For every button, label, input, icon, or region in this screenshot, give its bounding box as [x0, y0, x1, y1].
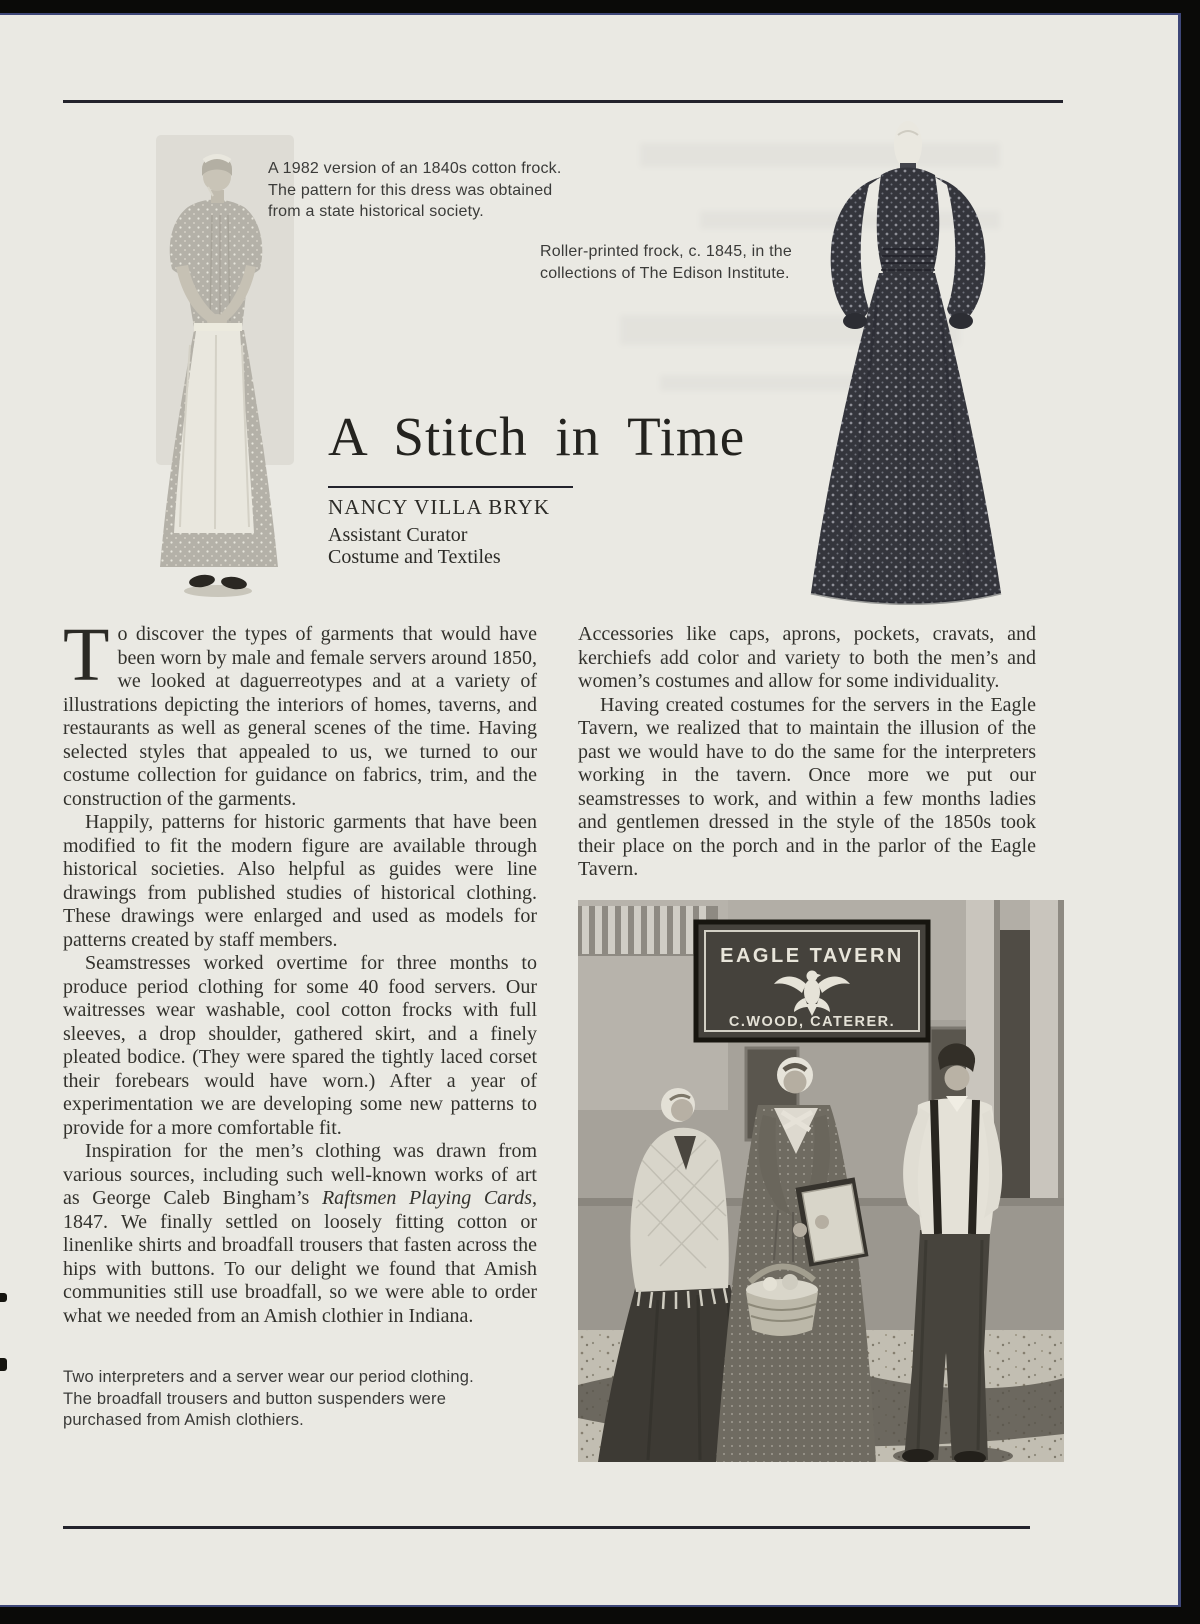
caption-tavern-photo: Two interpreters and a server wear our period clothing. The broadfall trousers and button suspenders were purchased from Amish clothiers.	[63, 1368, 474, 1429]
eagle-tavern-sign	[696, 922, 928, 1040]
photo-eagle-tavern	[578, 900, 1064, 1462]
magazine-page	[0, 13, 1181, 1607]
paragraph: Accessories like caps, aprons, pockets, cravats, and kerchiefs add color and variety to both the men’s and women’s costumes and allow for some individuality.	[578, 623, 1036, 692]
drop-cap: T	[63, 613, 110, 697]
sign-line1: EAGLE TAVERN	[720, 945, 904, 967]
scan-edge-artifact	[0, 1293, 7, 1302]
byline-rule	[328, 486, 573, 488]
mannequin-dress	[811, 121, 1001, 604]
paragraph: Happily, patterns for historic garments that have been modified to fit the modern figure are available through historical societies. Also helpful as guides were line drawings from published studies of historical clothing. These drawings were enlarged and used as models for patterns created by staff members.	[63, 811, 537, 951]
photo-roller-printed-frock	[795, 115, 1020, 610]
article-left-column	[63, 613, 537, 1328]
author-role-line1: Assistant Curator	[328, 524, 468, 546]
paragraph-text: o discover the types of garments that would have been worn by male and female servers around 1850, we looked at daguerreotypes and at a variety of illustrations depicting the interiors of homes, taverns, and restaurants as well as general scenes of the time. Having selected styles that appealed to us, we turned to our costume collection for guidance on fabrics, trim, and the construction of the garments.	[63, 623, 537, 810]
paragraph-text: Inspiration for the men’s clothing was drawn from various sources, including such well-known works of art as George Caleb Bingham’s	[63, 1140, 537, 1209]
paragraph-text: , 1847. We finally settled on loosely fitting cotton or linenlike shirts and broadfall trousers that fasten across the hips with buttons. To our delight we found that Amish communities still use broadfall, so we were able to order what we needed from an Amish clothier in Indiana.	[63, 1187, 537, 1327]
scan-edge-artifact	[0, 1358, 7, 1371]
page-title: A Stitch in Time	[328, 406, 746, 467]
caption-1982-frock: A 1982 version of an 1840s cotton frock. The pattern for this dress was obtained from a state historical society.	[268, 160, 562, 220]
paragraph: Having created costumes for the servers in the Eagle Tavern, we realized that to maintain the illusion of the past we would have to do the same for the interpreters working in the tavern. Once more we put our seamstresses to work, and within a few months ladies and gentlemen dressed in the style of the 1850s took their place on the porch and in the parlor of the Eagle Tavern.	[578, 693, 1036, 880]
bottom-rule	[63, 1526, 1030, 1529]
top-rule	[63, 100, 1063, 103]
sign-line2: C.WOOD, CATERER.	[728, 1014, 896, 1030]
author-role-line2: Costume and Textiles	[328, 546, 501, 568]
article-right-column	[578, 623, 1036, 882]
paragraph	[63, 613, 537, 811]
caption-roller-frock: Roller-printed frock, c. 1845, in the collections of The Edison Institute.	[540, 243, 792, 282]
italic-artwork-title: Raftsmen Playing Cards	[321, 1187, 532, 1209]
paragraph	[63, 1140, 537, 1328]
author-name: NANCY VILLA BRYK	[328, 495, 551, 519]
paragraph: Seamstresses worked overtime for three months to produce period clothing for some 40 food servers. Our waitresses wear washable, cool cotton frocks with full sleeves, a drop shoulder, gathered skirt, and a finely pleated bodice. (They were spared the tightly laced corset their forebears would have worn.) After a year of experimentation we are developing some new patterns to provide for a more comfortable fit.	[63, 952, 537, 1139]
